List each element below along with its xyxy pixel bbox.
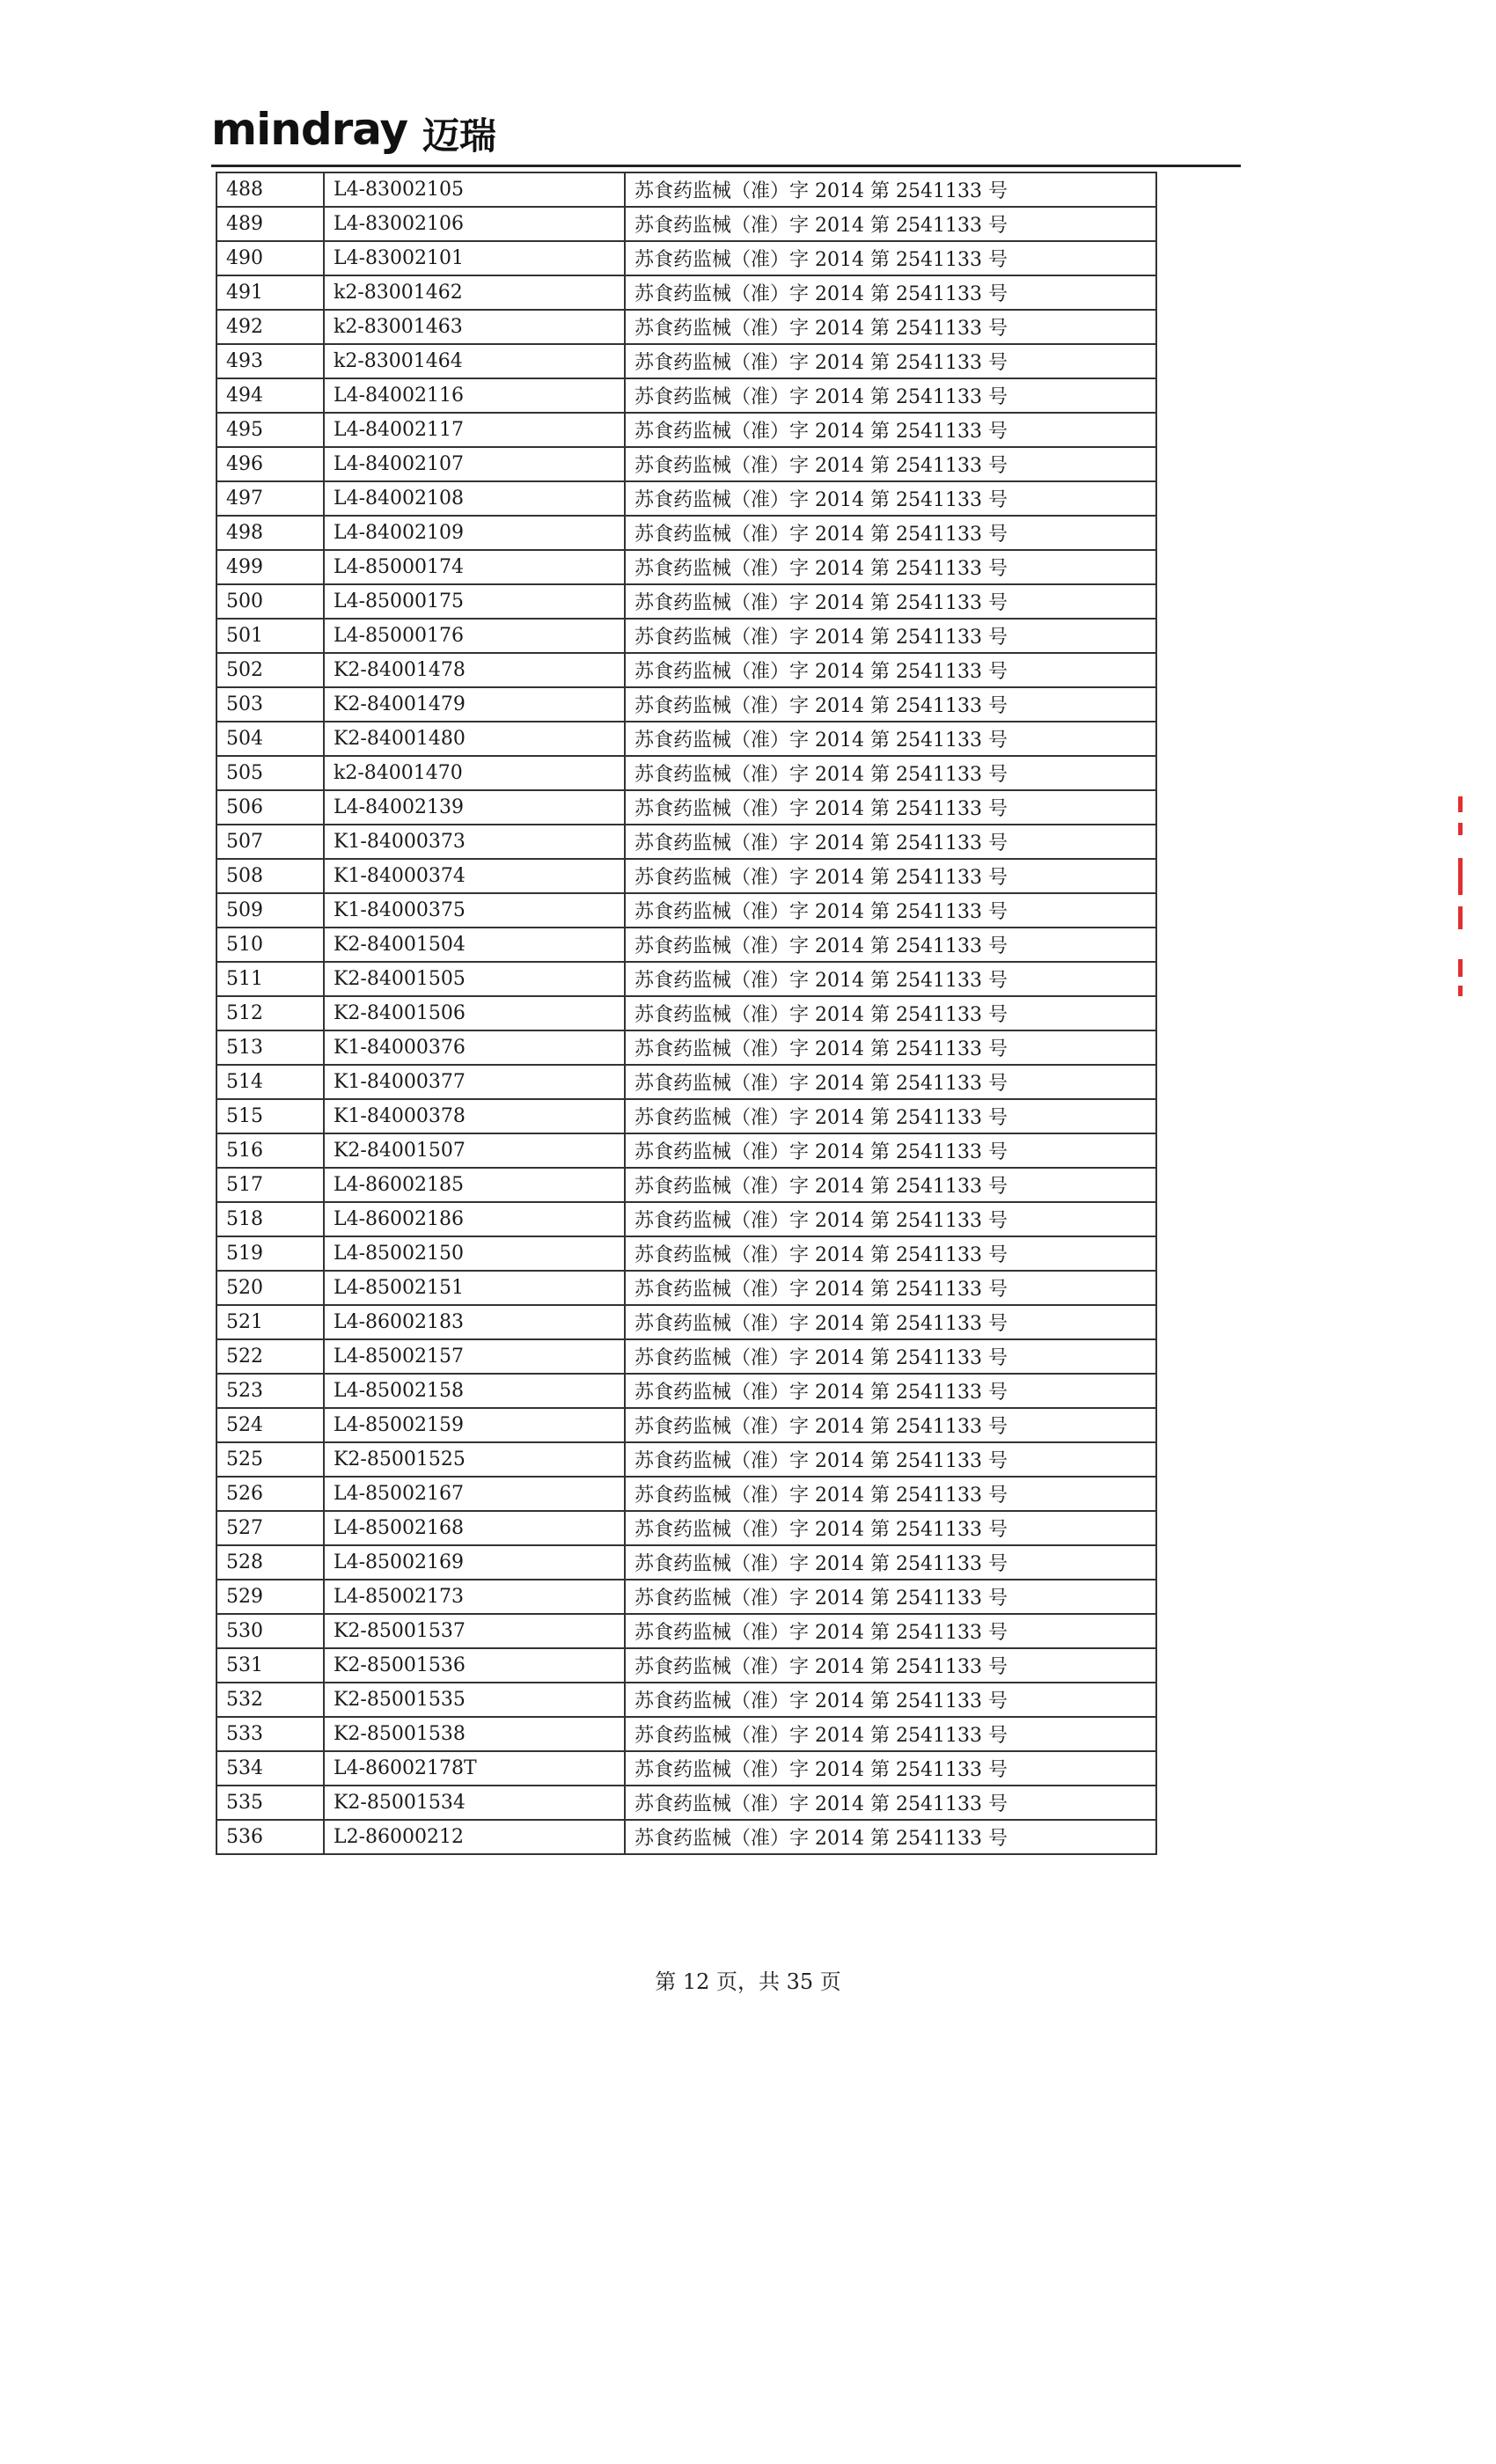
- registration-number: 苏食药监械（准）字 2014 第 2541133 号: [625, 413, 1156, 447]
- row-number: 514: [216, 1065, 324, 1099]
- model-code: K2-84001504: [324, 928, 625, 962]
- registration-number: 苏食药监械（准）字 2014 第 2541133 号: [625, 1030, 1156, 1065]
- table-row: [216, 1374, 1156, 1408]
- model-code: K2-84001505: [324, 962, 625, 996]
- table-row: [216, 1339, 1156, 1374]
- table-row: [216, 413, 1156, 447]
- registration-number: 苏食药监械（准）字 2014 第 2541133 号: [625, 722, 1156, 756]
- registration-number: 苏食药监械（准）字 2014 第 2541133 号: [625, 207, 1156, 241]
- row-number: 532: [216, 1683, 324, 1717]
- table-row: [216, 1751, 1156, 1786]
- registration-number: 苏食药监械（准）字 2014 第 2541133 号: [625, 1408, 1156, 1442]
- registration-number: 苏食药监械（准）字 2014 第 2541133 号: [625, 1683, 1156, 1717]
- row-number: 510: [216, 928, 324, 962]
- row-number: 533: [216, 1717, 324, 1751]
- row-number: 525: [216, 1442, 324, 1477]
- model-code: K1-84000378: [324, 1099, 625, 1133]
- registration-number: 苏食药监械（准）字 2014 第 2541133 号: [625, 1751, 1156, 1786]
- table-row: [216, 1683, 1156, 1717]
- model-code: K2-85001538: [324, 1717, 625, 1751]
- row-number: 536: [216, 1820, 324, 1854]
- row-number: 531: [216, 1648, 324, 1683]
- model-code: K2-85001537: [324, 1614, 625, 1648]
- row-number: 501: [216, 619, 324, 653]
- row-number: 522: [216, 1339, 324, 1374]
- model-code: L4-83002106: [324, 207, 625, 241]
- registration-number: 苏食药监械（准）字 2014 第 2541133 号: [625, 1545, 1156, 1580]
- table-row: [216, 996, 1156, 1030]
- registration-number: 苏食药监械（准）字 2014 第 2541133 号: [625, 275, 1156, 310]
- model-code: k2-83001464: [324, 344, 625, 378]
- table-row: [216, 1477, 1156, 1511]
- registration-number: 苏食药监械（准）字 2014 第 2541133 号: [625, 1717, 1156, 1751]
- row-number: 490: [216, 241, 324, 275]
- row-number: 508: [216, 859, 324, 893]
- model-code: L4-85002169: [324, 1545, 625, 1580]
- registration-number: 苏食药监械（准）字 2014 第 2541133 号: [625, 756, 1156, 790]
- row-number: 524: [216, 1408, 324, 1442]
- row-number: 511: [216, 962, 324, 996]
- table-row: [216, 447, 1156, 481]
- table-row: [216, 172, 1156, 207]
- table-row: [216, 207, 1156, 241]
- model-code: L4-84002139: [324, 790, 625, 825]
- model-code: K2-84001506: [324, 996, 625, 1030]
- row-number: 505: [216, 756, 324, 790]
- table-row: [216, 1271, 1156, 1305]
- model-code: L4-85002158: [324, 1374, 625, 1408]
- registration-number: 苏食药监械（准）字 2014 第 2541133 号: [625, 1099, 1156, 1133]
- table-row: [216, 687, 1156, 722]
- row-number: 503: [216, 687, 324, 722]
- company-logo-latin: mindray: [211, 104, 408, 155]
- model-code: K2-84001507: [324, 1133, 625, 1168]
- row-number: 528: [216, 1545, 324, 1580]
- model-code: L4-85000174: [324, 550, 625, 584]
- model-code: L4-86002185: [324, 1168, 625, 1202]
- stamp-fragment-1: [1458, 796, 1463, 812]
- registration-number: 苏食药监械（准）字 2014 第 2541133 号: [625, 962, 1156, 996]
- row-number: 526: [216, 1477, 324, 1511]
- table-row: [216, 1168, 1156, 1202]
- registration-number: 苏食药监械（准）字 2014 第 2541133 号: [625, 619, 1156, 653]
- registration-number: 苏食药监械（准）字 2014 第 2541133 号: [625, 790, 1156, 825]
- row-number: 492: [216, 310, 324, 344]
- row-number: 504: [216, 722, 324, 756]
- registration-number: 苏食药监械（准）字 2014 第 2541133 号: [625, 1065, 1156, 1099]
- table-row: [216, 653, 1156, 687]
- row-number: 518: [216, 1202, 324, 1236]
- table-row: [216, 550, 1156, 584]
- row-number: 502: [216, 653, 324, 687]
- model-code: L2-86000212: [324, 1820, 625, 1854]
- registration-number: 苏食药监械（准）字 2014 第 2541133 号: [625, 996, 1156, 1030]
- model-code: L4-86002178T: [324, 1751, 625, 1786]
- registration-number: 苏食药监械（准）字 2014 第 2541133 号: [625, 859, 1156, 893]
- row-number: 493: [216, 344, 324, 378]
- table-row: [216, 962, 1156, 996]
- model-code: L4-85000175: [324, 584, 625, 619]
- registration-number: 苏食药监械（准）字 2014 第 2541133 号: [625, 1820, 1156, 1854]
- model-code: L4-85002168: [324, 1511, 625, 1545]
- model-code: L4-83002105: [324, 172, 625, 207]
- table-row: [216, 1236, 1156, 1271]
- row-number: 495: [216, 413, 324, 447]
- table-row: [216, 1065, 1156, 1099]
- model-code: L4-84002116: [324, 378, 625, 413]
- table-row: [216, 241, 1156, 275]
- row-number: 497: [216, 481, 324, 516]
- table-row: [216, 584, 1156, 619]
- stamp-fragment-5: [1458, 959, 1463, 977]
- registration-number: 苏食药监械（准）字 2014 第 2541133 号: [625, 1271, 1156, 1305]
- model-code: K1-84000374: [324, 859, 625, 893]
- table-row: [216, 859, 1156, 893]
- model-code: L4-84002117: [324, 413, 625, 447]
- row-number: 517: [216, 1168, 324, 1202]
- model-code: L4-85002159: [324, 1408, 625, 1442]
- row-number: 500: [216, 584, 324, 619]
- table-row: [216, 1442, 1156, 1477]
- table-row: [216, 481, 1156, 516]
- registration-number: 苏食药监械（准）字 2014 第 2541133 号: [625, 653, 1156, 687]
- model-code: L4-85002157: [324, 1339, 625, 1374]
- table-row: [216, 1580, 1156, 1614]
- table-row: [216, 310, 1156, 344]
- model-code: K1-84000375: [324, 893, 625, 928]
- model-code: L4-86002186: [324, 1202, 625, 1236]
- row-number: 512: [216, 996, 324, 1030]
- row-number: 507: [216, 825, 324, 859]
- table-row: [216, 790, 1156, 825]
- model-code: L4-85002150: [324, 1236, 625, 1271]
- table-row: [216, 722, 1156, 756]
- model-code: L4-86002183: [324, 1305, 625, 1339]
- model-code: L4-84002109: [324, 516, 625, 550]
- table-row: [216, 1133, 1156, 1168]
- model-code: k2-83001463: [324, 310, 625, 344]
- registration-number: 苏食药监械（准）字 2014 第 2541133 号: [625, 893, 1156, 928]
- registration-number: 苏食药监械（准）字 2014 第 2541133 号: [625, 928, 1156, 962]
- row-number: 496: [216, 447, 324, 481]
- model-code: K2-84001479: [324, 687, 625, 722]
- model-code: L4-83002101: [324, 241, 625, 275]
- model-code: K2-85001535: [324, 1683, 625, 1717]
- model-code: L4-85002151: [324, 1271, 625, 1305]
- stamp-fragment-3: [1458, 858, 1463, 895]
- registration-number: 苏食药监械（准）字 2014 第 2541133 号: [625, 1648, 1156, 1683]
- registration-table-body: [216, 172, 1156, 1854]
- registration-number: 苏食药监械（准）字 2014 第 2541133 号: [625, 1786, 1156, 1820]
- table-row: [216, 1305, 1156, 1339]
- row-number: 494: [216, 378, 324, 413]
- page-number: 第 12 页，共 35 页: [655, 1969, 841, 1994]
- row-number: 535: [216, 1786, 324, 1820]
- row-number: 520: [216, 1271, 324, 1305]
- row-number: 506: [216, 790, 324, 825]
- row-number: 527: [216, 1511, 324, 1545]
- model-code: L4-84002107: [324, 447, 625, 481]
- model-code: K2-85001525: [324, 1442, 625, 1477]
- table-row: [216, 1786, 1156, 1820]
- row-number: 489: [216, 207, 324, 241]
- company-logo-cjk: 迈瑞: [422, 114, 497, 158]
- registration-number: 苏食药监械（准）字 2014 第 2541133 号: [625, 1614, 1156, 1648]
- registration-number: 苏食药监械（准）字 2014 第 2541133 号: [625, 1305, 1156, 1339]
- model-code: L4-85002167: [324, 1477, 625, 1511]
- table-row: [216, 1408, 1156, 1442]
- table-row: [216, 1820, 1156, 1854]
- table-row: [216, 1202, 1156, 1236]
- registration-number: 苏食药监械（准）字 2014 第 2541133 号: [625, 1236, 1156, 1271]
- table-row: [216, 1030, 1156, 1065]
- page-header: [211, 104, 1241, 167]
- model-code: k2-83001462: [324, 275, 625, 310]
- row-number: 515: [216, 1099, 324, 1133]
- registration-number: 苏食药监械（准）字 2014 第 2541133 号: [625, 1511, 1156, 1545]
- row-number: 491: [216, 275, 324, 310]
- table-row: [216, 619, 1156, 653]
- registration-number: 苏食药监械（准）字 2014 第 2541133 号: [625, 1168, 1156, 1202]
- registration-number: 苏食药监械（准）字 2014 第 2541133 号: [625, 172, 1156, 207]
- table-row: [216, 378, 1156, 413]
- model-code: k2-84001470: [324, 756, 625, 790]
- header-rule: [211, 165, 1241, 167]
- model-code: L4-85000176: [324, 619, 625, 653]
- row-number: 516: [216, 1133, 324, 1168]
- row-number: 529: [216, 1580, 324, 1614]
- registration-number: 苏食药监械（准）字 2014 第 2541133 号: [625, 1374, 1156, 1408]
- table-row: [216, 825, 1156, 859]
- table-row: [216, 516, 1156, 550]
- registration-number: 苏食药监械（准）字 2014 第 2541133 号: [625, 1202, 1156, 1236]
- registration-number: 苏食药监械（准）字 2014 第 2541133 号: [625, 687, 1156, 722]
- registration-number: 苏食药监械（准）字 2014 第 2541133 号: [625, 1477, 1156, 1511]
- registration-number: 苏食药监械（准）字 2014 第 2541133 号: [625, 344, 1156, 378]
- model-code: K2-85001536: [324, 1648, 625, 1683]
- row-number: 519: [216, 1236, 324, 1271]
- row-number: 521: [216, 1305, 324, 1339]
- table-row: [216, 1099, 1156, 1133]
- registration-number: 苏食药监械（准）字 2014 第 2541133 号: [625, 1442, 1156, 1477]
- row-number: 523: [216, 1374, 324, 1408]
- table-row: [216, 1545, 1156, 1580]
- registration-number: 苏食药监械（准）字 2014 第 2541133 号: [625, 447, 1156, 481]
- registration-number: 苏食药监械（准）字 2014 第 2541133 号: [625, 1580, 1156, 1614]
- registration-number: 苏食药监械（准）字 2014 第 2541133 号: [625, 310, 1156, 344]
- model-code: K1-84000377: [324, 1065, 625, 1099]
- model-code: L4-85002173: [324, 1580, 625, 1614]
- registration-table: [216, 172, 1157, 1855]
- row-number: 498: [216, 516, 324, 550]
- model-code: K1-84000373: [324, 825, 625, 859]
- registration-number: 苏食药监械（准）字 2014 第 2541133 号: [625, 550, 1156, 584]
- table-row: [216, 893, 1156, 928]
- registration-number: 苏食药监械（准）字 2014 第 2541133 号: [625, 584, 1156, 619]
- model-code: K2-84001480: [324, 722, 625, 756]
- table-row: [216, 344, 1156, 378]
- registration-number: 苏食药监械（准）字 2014 第 2541133 号: [625, 241, 1156, 275]
- stamp-fragment-2: [1458, 823, 1463, 835]
- table-row: [216, 1614, 1156, 1648]
- model-code: K2-85001534: [324, 1786, 625, 1820]
- registration-number: 苏食药监械（准）字 2014 第 2541133 号: [625, 516, 1156, 550]
- table-row: [216, 1717, 1156, 1751]
- registration-number: 苏食药监械（准）字 2014 第 2541133 号: [625, 378, 1156, 413]
- row-number: 509: [216, 893, 324, 928]
- model-code: L4-84002108: [324, 481, 625, 516]
- model-code: K1-84000376: [324, 1030, 625, 1065]
- row-number: 530: [216, 1614, 324, 1648]
- registration-number: 苏食药监械（准）字 2014 第 2541133 号: [625, 825, 1156, 859]
- registration-number: 苏食药监械（准）字 2014 第 2541133 号: [625, 481, 1156, 516]
- table-row: [216, 1648, 1156, 1683]
- stamp-fragment-4: [1458, 906, 1463, 929]
- row-number: 499: [216, 550, 324, 584]
- row-number: 534: [216, 1751, 324, 1786]
- table-row: [216, 756, 1156, 790]
- registration-number: 苏食药监械（准）字 2014 第 2541133 号: [625, 1133, 1156, 1168]
- registration-number: 苏食药监械（准）字 2014 第 2541133 号: [625, 1339, 1156, 1374]
- row-number: 513: [216, 1030, 324, 1065]
- table-row: [216, 928, 1156, 962]
- stamp-fragment-6: [1458, 986, 1463, 996]
- model-code: K2-84001478: [324, 653, 625, 687]
- table-row: [216, 1511, 1156, 1545]
- row-number: 488: [216, 172, 324, 207]
- table-row: [216, 275, 1156, 310]
